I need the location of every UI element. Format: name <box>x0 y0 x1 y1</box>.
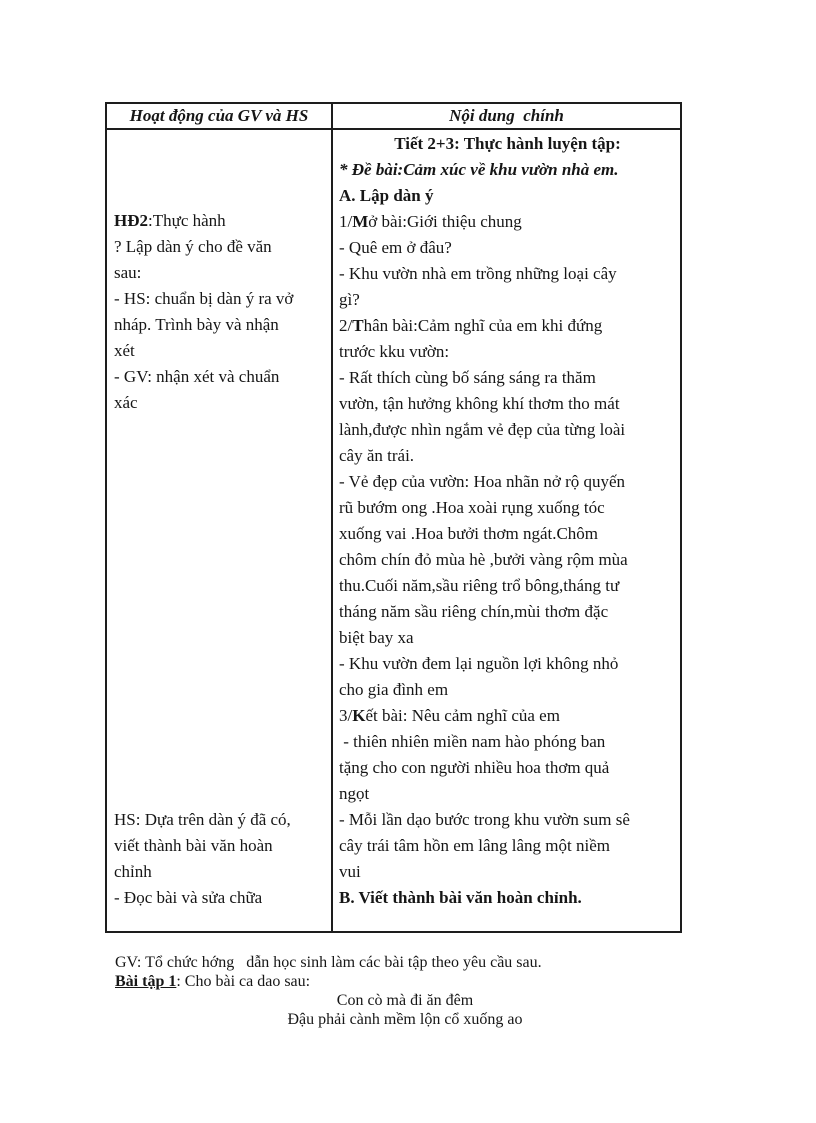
text-run: : Cho bài ca dao sau: <box>176 973 311 990</box>
text-run: B. Viết thành bài văn hoàn chỉnh. <box>339 888 582 907</box>
text-line <box>339 677 676 703</box>
text-run: A. Lập dàn ý <box>339 186 434 205</box>
text-line <box>339 755 676 781</box>
text-line <box>114 234 327 260</box>
text-run: - Đọc bài và sửa chữa <box>114 888 263 907</box>
activities-cell <box>107 130 333 931</box>
text-run: - Rất thích cùng bố sáng sáng ra thăm <box>339 368 596 387</box>
text-run: trước kku vườn: <box>339 342 450 361</box>
text-line <box>339 495 676 521</box>
text-line <box>339 573 676 599</box>
main-content-cell <box>333 130 680 931</box>
text-run: Đậu phải cành mềm lộn cổ xuống ao <box>287 1011 523 1028</box>
footer-notes <box>115 953 695 1029</box>
table-header-main-content: Nội dung chính <box>449 106 564 125</box>
text-line <box>339 157 676 183</box>
text-run: * Đề bài:Cảm xúc về khu vườn nhà em. <box>339 160 619 179</box>
activities-bottom-block <box>114 807 327 911</box>
text-run: 1/ <box>339 212 353 231</box>
text-run: vườn, tận hưởng không khí thơm tho mát <box>339 394 620 413</box>
text-line <box>339 417 676 443</box>
text-line <box>339 859 676 885</box>
text-run: vui <box>339 862 361 881</box>
text-line <box>114 286 327 312</box>
text-line <box>339 703 676 729</box>
text-run: GV: Tổ chức hớng dẫn học sinh làm các bài tập theo yêu cầu sau. <box>115 954 542 971</box>
text-run: HS: Dựa trên dàn ý đã có, <box>114 810 291 829</box>
text-line <box>339 261 676 287</box>
text-run: Tiết 2+3: Thực hành luyện tập: <box>394 134 621 153</box>
table-header-row <box>107 104 680 130</box>
text-line <box>339 235 676 261</box>
text-run: - HS: chuẩn bị dàn ý ra vở <box>114 289 294 308</box>
text-line <box>114 390 327 416</box>
text-run: rũ bướm ong .Hoa xoài rụng xuống tóc <box>339 498 605 517</box>
text-run: sau: <box>114 263 142 282</box>
text-run: - Mỗi lần dạo bước trong khu vườn sum sê <box>339 810 630 829</box>
text-line <box>339 313 676 339</box>
text-run: 3/ <box>339 706 353 725</box>
text-run: ? Lập dàn ý cho đề văn <box>114 237 272 256</box>
text-run: viết thành bài văn hoàn <box>114 836 273 855</box>
text-run: nháp. Trình bày và nhận <box>114 315 279 334</box>
activities-top-block <box>114 208 327 416</box>
text-run: cho gia đình em <box>339 680 449 699</box>
text-line <box>339 365 676 391</box>
text-line <box>339 833 676 859</box>
text-line <box>339 287 676 313</box>
lesson-plan-table <box>105 102 682 933</box>
text-run: - Khu vườn nhà em trồng những loại cây <box>339 264 617 283</box>
text-line <box>339 651 676 677</box>
text-line <box>114 364 327 390</box>
text-line <box>339 183 676 209</box>
text-line <box>339 807 676 833</box>
text-run: cây ăn trái. <box>339 446 415 465</box>
text-line <box>339 469 676 495</box>
text-line <box>114 885 327 911</box>
text-line <box>115 953 695 972</box>
text-run: xuống vai .Hoa bưởi thơm ngát.Chôm <box>339 524 599 543</box>
text-line <box>114 312 327 338</box>
text-run: Con cò mà đi ăn đêm <box>336 992 474 1009</box>
text-line <box>339 547 676 573</box>
text-line <box>115 972 695 991</box>
text-line <box>339 885 676 911</box>
text-run: ở bài:Giới thiệu chung <box>368 212 522 231</box>
text-line <box>115 991 695 1010</box>
text-line <box>339 443 676 469</box>
text-run: - thiên nhiên miền nam hào phóng ban <box>339 732 606 751</box>
text-run: Bài tập 1 <box>115 973 177 990</box>
text-run: biệt bay xa <box>339 628 414 647</box>
text-run: thu.Cuối năm,sầu riêng trổ bông,tháng tư <box>339 576 620 595</box>
text-line <box>339 391 676 417</box>
text-line <box>339 729 676 755</box>
text-run: - Khu vườn đem lại nguồn lợi không nhỏ <box>339 654 619 673</box>
text-line <box>339 781 676 807</box>
text-run: gì? <box>339 290 360 309</box>
text-run: hân bài:Cảm nghĩ của em khi đứng <box>363 316 603 335</box>
text-run: M <box>352 212 369 231</box>
text-line <box>114 338 327 364</box>
text-line <box>114 208 327 234</box>
text-run: tặng cho con người nhiều hoa thơm quả <box>339 758 610 777</box>
text-line <box>339 625 676 651</box>
text-run: chỉnh <box>114 862 152 881</box>
text-run: chôm chín đỏ mùa hè ,bưởi vàng rộm mùa <box>339 550 628 569</box>
text-run: - Vẻ đẹp của vườn: Hoa nhãn nở rộ quyến <box>339 472 626 491</box>
text-run: ngọt <box>339 784 370 803</box>
text-run: K <box>352 706 366 725</box>
text-line <box>339 131 676 157</box>
text-line <box>114 833 327 859</box>
text-run: xét <box>114 341 135 360</box>
text-line <box>339 339 676 365</box>
text-run: tháng năm sầu riêng chín,mùi thơm đặc <box>339 602 609 621</box>
text-line <box>114 859 327 885</box>
text-line <box>114 260 327 286</box>
text-run: xác <box>114 393 138 412</box>
text-run: T <box>352 316 364 335</box>
text-line <box>115 1010 695 1029</box>
table-header-activities: Hoạt động của GV và HS <box>107 104 333 128</box>
text-run: 2/ <box>339 316 353 335</box>
text-run: cây trái tâm hồn em lâng lâng một niềm <box>339 836 610 855</box>
text-line <box>114 807 327 833</box>
text-run: - Quê em ở đâu? <box>339 238 452 257</box>
text-line <box>339 209 676 235</box>
text-run: HĐ2 <box>114 211 148 230</box>
text-run: ết bài: Nêu cảm nghĩ của em <box>365 706 560 725</box>
table-body-row <box>107 130 680 931</box>
text-run: :Thực hành <box>148 211 226 230</box>
text-run: lành,được nhìn ngắm vẻ đẹp của từng loài <box>339 420 626 439</box>
text-line <box>339 599 676 625</box>
text-line <box>339 521 676 547</box>
text-run: - GV: nhận xét và chuẩn <box>114 367 280 386</box>
